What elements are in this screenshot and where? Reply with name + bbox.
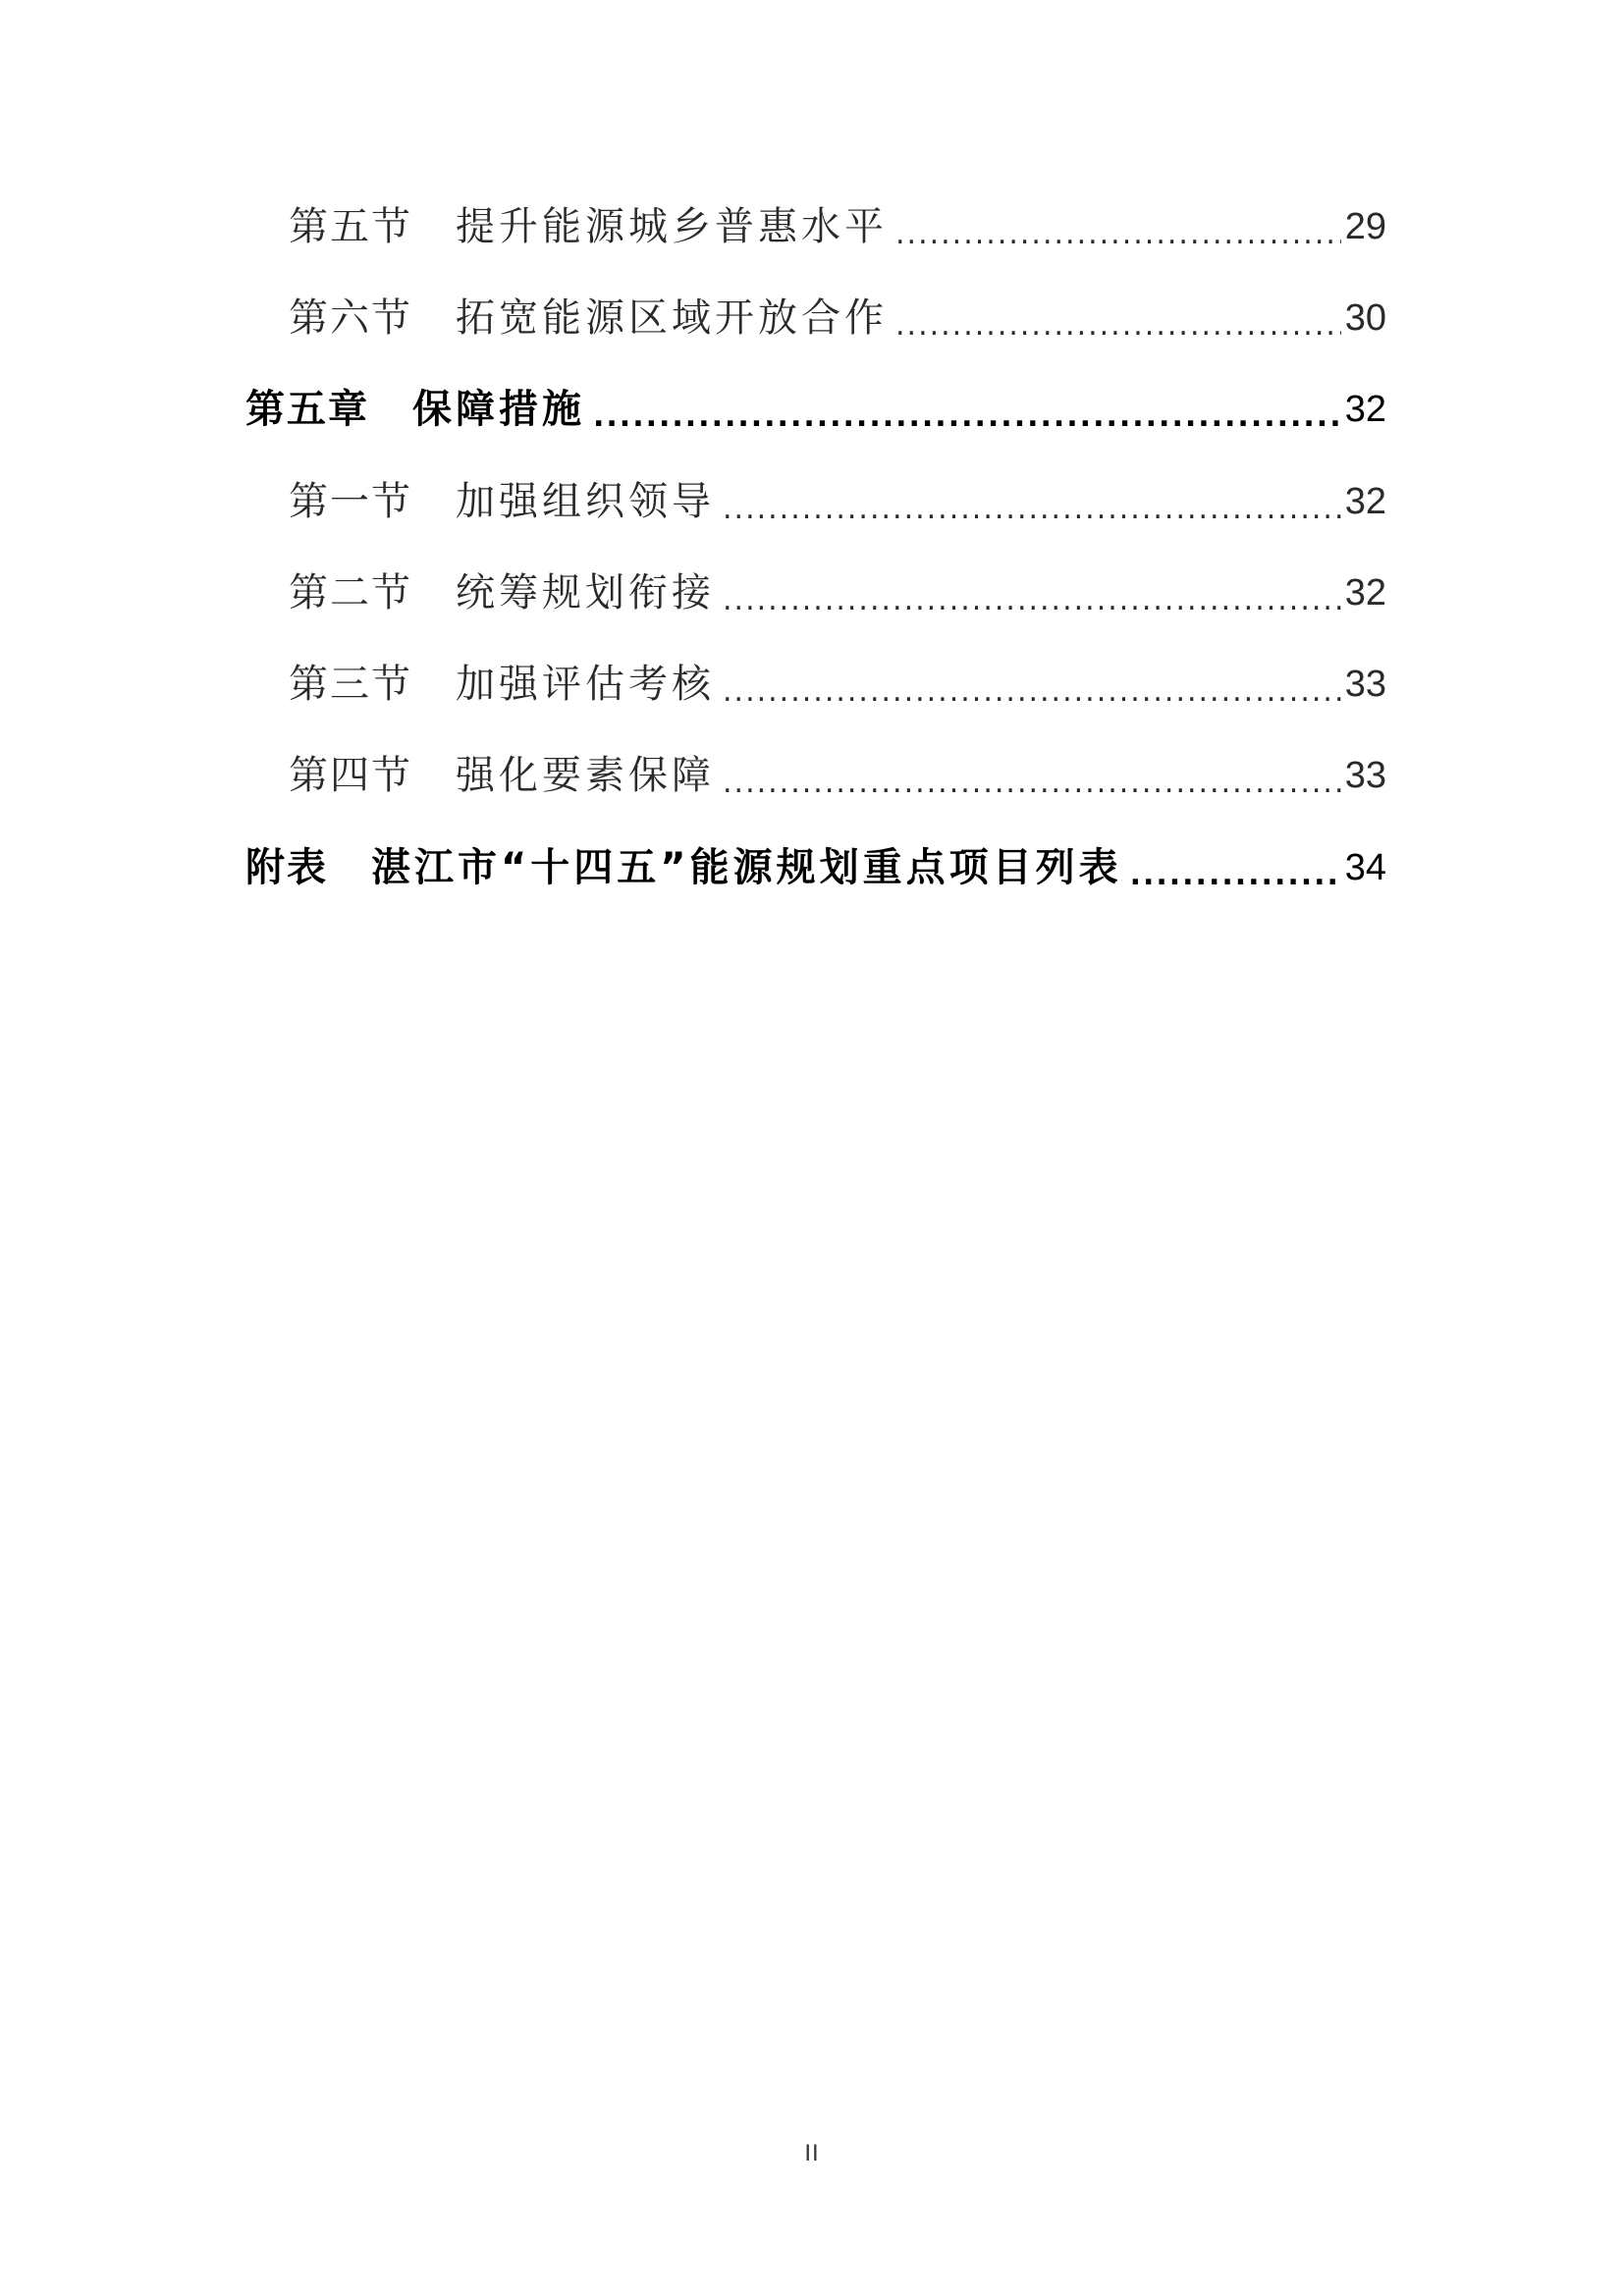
toc-entry-page: 29 bbox=[1344, 206, 1386, 247]
toc-entry[interactable] bbox=[245, 652, 1386, 717]
toc-entry[interactable] bbox=[245, 286, 1386, 350]
dot-leader bbox=[723, 743, 1341, 808]
toc-entry-number: 第五节 bbox=[289, 204, 412, 249]
dot-leader bbox=[723, 652, 1341, 717]
dot-leader bbox=[593, 377, 1341, 442]
toc-entry-page: 33 bbox=[1344, 664, 1386, 705]
toc-entry[interactable] bbox=[245, 561, 1386, 625]
toc-entry[interactable] bbox=[245, 194, 1386, 259]
dot-leader bbox=[895, 194, 1341, 259]
toc-entry-number: 第五章 bbox=[245, 387, 369, 432]
dot-leader bbox=[895, 286, 1341, 350]
toc-entry[interactable] bbox=[245, 743, 1386, 808]
dot-leader bbox=[1130, 835, 1341, 900]
page-number: II bbox=[804, 2140, 820, 2166]
toc-entry-title: 加强评估考核 bbox=[456, 662, 715, 707]
toc-entry-page: 32 bbox=[1344, 481, 1386, 522]
toc-entry-number: 第二节 bbox=[289, 570, 412, 615]
toc-entry-page: 33 bbox=[1344, 755, 1386, 796]
toc-entry-title: 加强组织领导 bbox=[456, 479, 715, 524]
toc-entry-number: 附表 bbox=[245, 845, 328, 890]
toc-entry-number: 第六节 bbox=[289, 295, 412, 341]
dot-leader bbox=[723, 561, 1341, 625]
toc-entry-title: 统筹规划衔接 bbox=[456, 570, 715, 615]
dot-leader bbox=[723, 469, 1341, 534]
toc-entry-number: 第四节 bbox=[289, 753, 412, 798]
toc-entry-page: 32 bbox=[1344, 389, 1386, 430]
toc-entry-title: 提升能源城乡普惠水平 bbox=[456, 204, 888, 249]
toc-entry-title: 湛江市“十四五”能源规划重点项目列表 bbox=[371, 845, 1122, 890]
toc-entry-chapter[interactable] bbox=[245, 377, 1386, 442]
toc-entry-title: 保障措施 bbox=[412, 387, 585, 432]
toc-entry-appendix[interactable] bbox=[245, 835, 1386, 900]
toc-entry-page: 34 bbox=[1344, 847, 1386, 888]
toc-entry-number: 第一节 bbox=[289, 479, 412, 524]
toc-entry-page: 30 bbox=[1344, 297, 1386, 339]
toc-entry-page: 32 bbox=[1344, 572, 1386, 614]
toc-entry[interactable] bbox=[245, 469, 1386, 534]
toc-entry-number: 第三节 bbox=[289, 662, 412, 707]
toc-entry-title: 强化要素保障 bbox=[456, 753, 715, 798]
toc-entry-title: 拓宽能源区域开放合作 bbox=[456, 295, 888, 341]
